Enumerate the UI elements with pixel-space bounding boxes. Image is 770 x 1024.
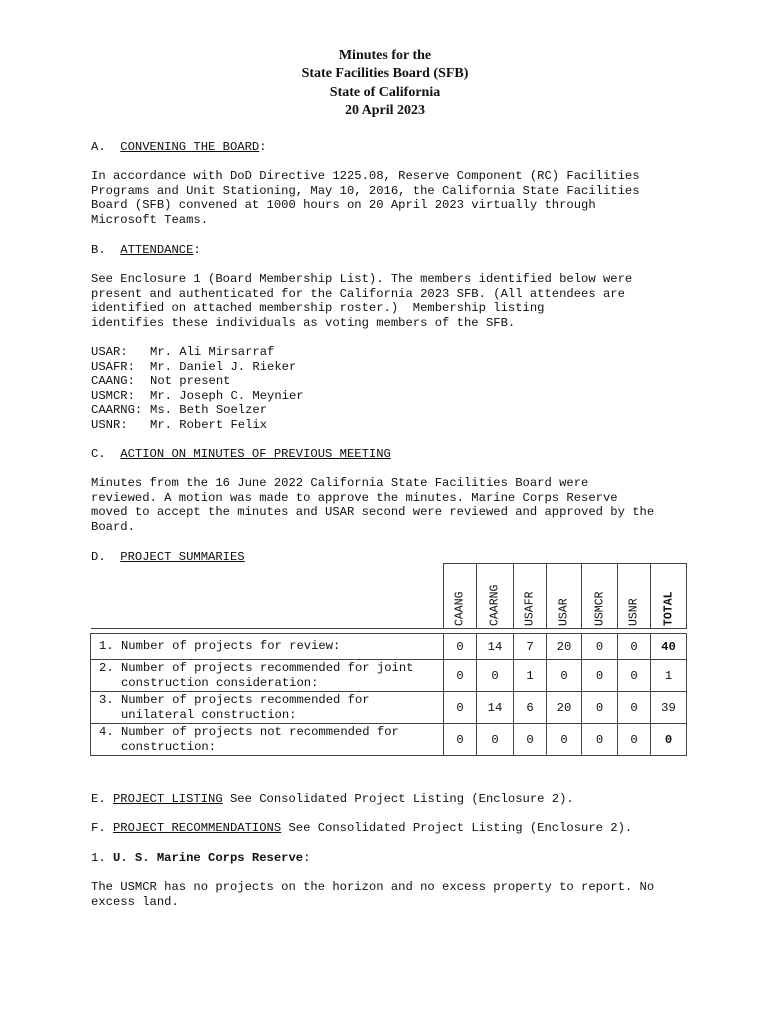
section-d-heading: D. PROJECT SUMMARIES xyxy=(91,550,245,564)
roster-row: USNR: Mr. Robert Felix xyxy=(91,417,268,432)
title-line-4: 20 April 2023 xyxy=(344,102,426,118)
section-f-title: PROJECT RECOMMENDATIONS xyxy=(112,821,282,835)
subsection-1-title: U. S. Marine Corps Reserve xyxy=(112,851,304,865)
section-c-title: ACTION ON MINUTES OF PREVIOUS MEETING xyxy=(120,447,391,461)
project-summary-table xyxy=(90,563,687,756)
section-b-title: ATTENDANCE xyxy=(120,243,194,257)
section-d-title: PROJECT SUMMARIES xyxy=(120,550,245,564)
roster-row: USAFR: Mr. Daniel J. Rieker xyxy=(91,359,297,374)
column-header: USNR xyxy=(618,564,651,629)
column-header: CAANG xyxy=(444,564,477,629)
subsection-1-heading: 1. U. S. Marine Corps Reserve: xyxy=(91,851,311,865)
section-c-body: Minutes from the 16 June 2022 California State Facilities Board were reviewed. A motion was made to approve the minutes. Marine Corps Reserve moved to accept the minutes and USAR second were reviewed and approved by the Board. xyxy=(91,476,655,535)
roster-row: USMCR: Mr. Joseph C. Meynier xyxy=(91,388,304,403)
roster-row: CAARNG: Ms. Beth Soelzer xyxy=(91,403,268,418)
table-row: 1. Number of projects for review: 0 14 7 20 0 0 40 xyxy=(91,634,687,660)
table-header-row xyxy=(91,564,687,629)
section-b-body: See Enclosure 1 (Board Membership List). The members identified below were present and authenticated for the California 2023 SFB. (All attendees are identified on attached membership roster.) Membership listing identifies these individuals as voting members of the SFB. xyxy=(91,272,633,331)
attendance-roster xyxy=(91,345,304,433)
roster-row: USAR: Mr. Ali Mirsarraf xyxy=(91,345,275,359)
section-b-heading: B. ATTENDANCE: xyxy=(91,243,201,257)
column-header: USAR xyxy=(547,564,582,629)
section-f: F. PROJECT RECOMMENDATIONS See Consolidated Project Listing (Enclosure 2). xyxy=(91,821,633,835)
title-line-3: State of California xyxy=(329,84,441,100)
subsection-1-body: The USMCR has no projects on the horizon and no excess property to report. No excess land. xyxy=(91,880,655,909)
title-line-1: Minutes for the xyxy=(338,48,432,63)
column-header: USMCR xyxy=(582,564,618,629)
section-a-title: CONVENING THE BOARD xyxy=(120,140,260,154)
document-title xyxy=(0,47,770,120)
section-e: E. PROJECT LISTING See Consolidated Project Listing (Enclosure 2). xyxy=(91,792,574,806)
column-header: CAARNG xyxy=(477,564,514,629)
table-row: 3. Number of projects recommended for unilateral construction: 0 14 6 20 0 0 39 xyxy=(91,692,687,724)
section-e-title: PROJECT LISTING xyxy=(112,792,223,806)
column-header: USAFR xyxy=(514,564,547,629)
section-a-body: In accordance with DoD Directive 1225.08, Reserve Component (RC) Facilities Programs and Unit Stationing, May 10, 2016, the California State Facilities Board (SFB) convened at 1000 hours on 20 April 2023 virtually through Microsoft Teams. xyxy=(91,169,640,228)
roster-row: CAANG: Not present xyxy=(91,374,231,389)
title-line-2: State Facilities Board (SFB) xyxy=(301,66,469,82)
section-c-heading: C. ACTION ON MINUTES OF PREVIOUS MEETING xyxy=(91,447,391,461)
table-row: 2. Number of projects recommended for joint construction consideration: 0 0 1 0 0 0 1 xyxy=(91,660,687,692)
section-a-heading: A. CONVENING THE BOARD: xyxy=(91,140,267,154)
column-header-total: TOTAL xyxy=(651,564,687,629)
table-row: 4. Number of projects not recommended for construction: 0 0 0 0 0 0 0 xyxy=(91,724,687,756)
